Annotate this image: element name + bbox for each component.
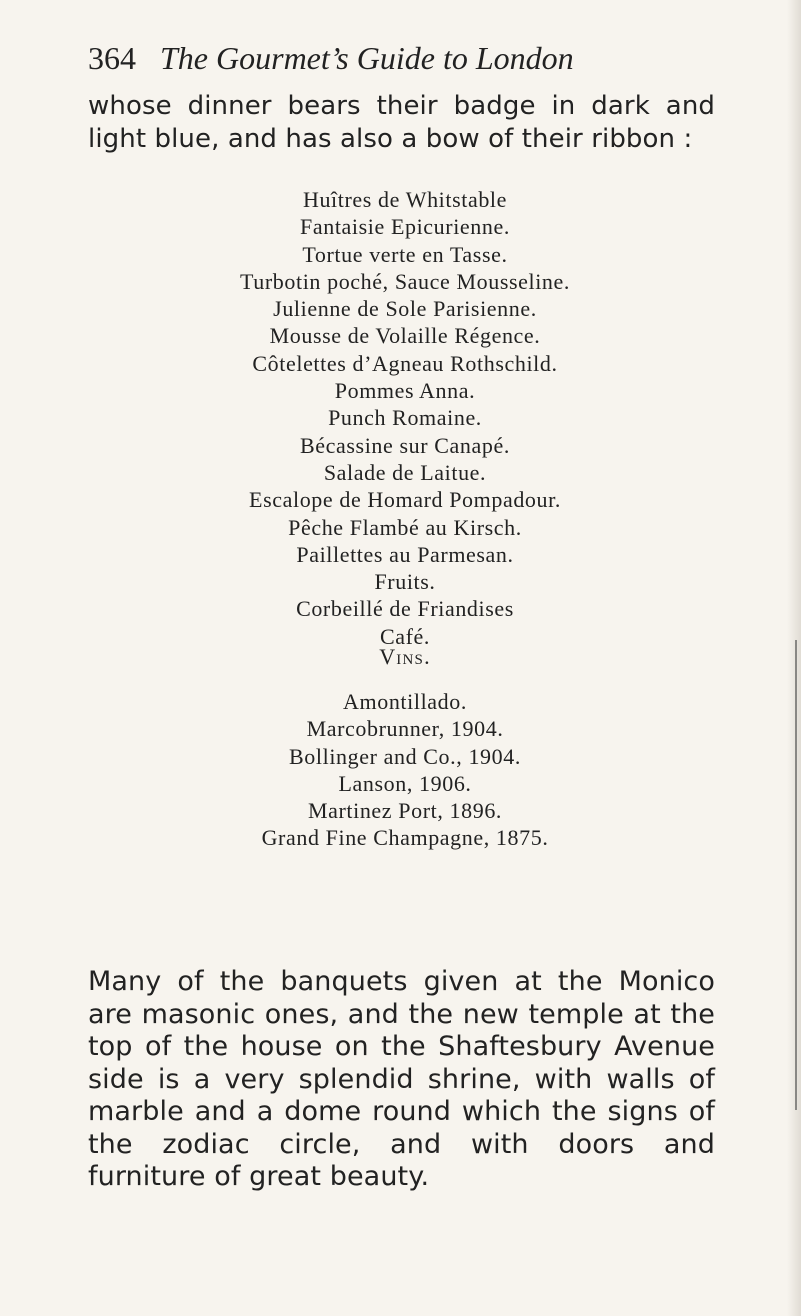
- menu-item: Punch Romaine.: [328, 405, 482, 431]
- menu-item: Corbeillé de Friandises: [296, 596, 514, 622]
- menu-item: Pêche Flambé au Kirsch.: [288, 514, 522, 540]
- menu-item: Turbotin poché, Sauce Mousseline.: [239, 268, 570, 294]
- wine-item: Martinez Port, 1896.: [307, 798, 503, 824]
- wine-item: Amontillado.: [343, 689, 467, 714]
- menu-item: Tortue verte en Tasse.: [302, 241, 508, 267]
- intro-paragraph: whose dinner bears their badge in dark and light blue, and has also a bow of their ribbon :: [88, 91, 715, 154]
- page-header: [88, 40, 728, 84]
- dinner-menu: [130, 186, 680, 650]
- running-title: The Gourmet’s Guide to London: [160, 40, 574, 76]
- wine-item: Lanson, 1906.: [338, 770, 472, 796]
- wines-heading: Vins.: [379, 644, 431, 669]
- wine-item: Bollinger and Co., 1904.: [289, 743, 521, 769]
- menu-item: Julienne de Sole Parisienne.: [273, 296, 537, 322]
- page-edge-line: [795, 640, 797, 1110]
- closing-paragraph: Many of the banquets given at the Monico are masonic ones, and the new temple at the top of the house on the Shaftesbury Avenue side is a very splendid shrine, with walls of marble and a dome round which the signs of the zodiac circle, and with doors and furniture of great beauty.: [88, 966, 715, 1192]
- wine-item: Grand Fine Champagne, 1875.: [261, 825, 549, 851]
- menu-item: Escalope de Homard Pompadour.: [249, 487, 561, 513]
- menu-item: Fantaisie Epicurienne.: [300, 214, 510, 240]
- menu-item: Pommes Anna.: [334, 378, 476, 404]
- menu-item: Fruits.: [374, 569, 436, 595]
- menu-item: Huîtres de Whitstable: [302, 187, 508, 212]
- menu-item: Bécassine sur Canapé.: [300, 432, 510, 458]
- menu-item: Mousse de Volaille Régence.: [269, 323, 541, 349]
- wine-list: [130, 688, 680, 852]
- wine-item: Marcobrunner, 1904.: [306, 716, 504, 742]
- menu-item: Paillettes au Parmesan.: [296, 541, 514, 567]
- menu-item: Salade de Laitue.: [323, 459, 487, 485]
- page-number: 364: [88, 40, 136, 76]
- menu-item: Café.: [379, 623, 431, 649]
- page-edge-shadow: [787, 0, 801, 1316]
- menu-item: Côtelettes d’Agneau Rothschild.: [252, 350, 558, 376]
